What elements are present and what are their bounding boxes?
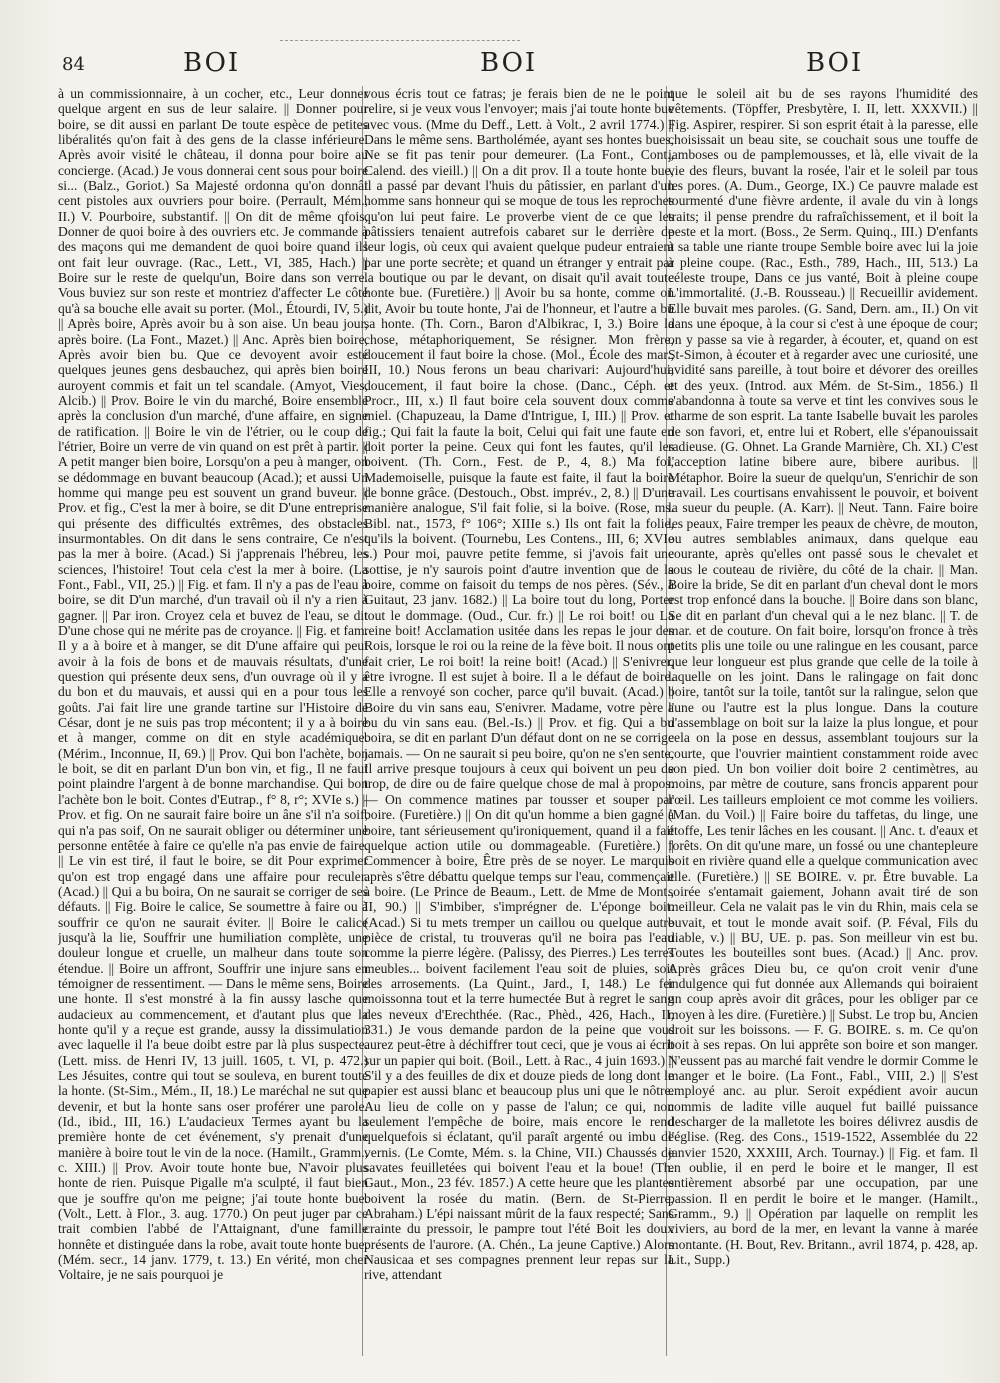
column-1-text: à un commissionnaire, à un cocher, etc., Leur donner quelque argent en sus de leur salaire. || Donner pour boire, se dit aussi en parlant De toute espèce de petites libéralités qu'on fait à des gens de la classe inférieure. Après avoir visité le château, il donna pour boire au concierge. (Acad.) Je vous donnerai cent sous pour boire si... (Balz., Goriot.) Sa Majesté ordonna qu'on donnât cent pistoles aux ouvriers pour boire. (Perrault, Mém., II.) V. Pourboire, substantif. || On dit de même qfois, Donner de quoi boire à des ouvriers etc. Je commande à des maçons qui me demandent de quoi boire quand ils ont fait leur ouvrage. (Rac., Lett., VI, 385, Hach.) || Boire sur le reste de quelqu'un, Boire dans son verre. Vous buviez sur son reste et montriez d'affecter Le côté qu'à sa bouche elle avait su porter. (Mol., Étourdi, IV, 5.) || Après boire, Après avoir bu à son aise. Un beau jour, après boire. (La Font., Mazet.) || Anc. Après bien boire, Après avoir bien bu. Que ce devoyent avoir esté quelques jeunes gens desbauchez, qui après bien boire auroyent commis et fait un tel scandale. (Amyot, Vies, Alcib.) || Prov. Boire le vin du marché, Boire ensemble après la conclusion d'un marché, d'une affaire, en signe de ratification. || Boire le vin de l'étrier, ou le coup de l'étrier, Boire un verre de vin quand on est prêt à partir. || A petit manger bien boire, Lorsqu'on a peu à manger, on se dédommage en buvant beaucoup (Acad.); et aussi Un homme qui mange peu est souvent un grand buveur. || Prov. et fig., C'est la mer à boire, se dit D'une entreprise qui présente des difficultés extrêmes, des obstacles insurmontables. On dit dans le sens contraire, Ce n'est pas la mer à boire. (Acad.) Si j'apprenais l'hébreu, les sciences, l'histoire! Tout cela c'est la mer à boire. (La Font., Fabl., VII, 25.) || Fig. et fam. Il n'y a pas de l'eau à boire, se dit D'un marché, d'un travail où il n'y a rien à gagner. || Par iron. Croyez cela et buvez de l'eau, se dit D'une chose qui ne mérite pas de croyance. || Fig. et fam. Il y a à boire et à manger, se dit D'une affaire qui peut avoir à la fois de bons et de mauvais résultats, d'une question qui présente deux sens, d'un ouvrage où il y a du bon et du mauvais, et aussi qui en a pour tous les goûts. J'ai fait lire une grande tartine sur l'Histoire de César, dont je ne suis pas trop mécontent; il y a à boire et à manger, comme on dit en style académique. (Mérim., Inconnue, II, 69.) || Prov. Qui bon l'achète, bon le boit, se dit en parlant D'un bon vin, et fig., Il ne faut point plaindre l'argent à de bonne marchandise. Qui bon l'achète bon le boit. Contes d'Eutrap., f° 8, r°; XVIe s.) || Prov. et fig. On ne saurait faire boire un âne s'il n'a soif, qui n'a pas soif, On ne saurait obliger ou déterminer une personne entêtée à faire ce qu'elle n'a pas envie de faire. || Le vin est tiré, il faut le boire, se dit Pour exprimer qu'on est trop engagé dans une affaire pour reculer. (Acad.) || Qui a bu boira, On ne saurait se corriger de ses défauts. || Fig. Boire le calice, Se soumettre à faire ou à souffrir ce qu'on ne saurait éviter. || Boire le calice jusqu'à la lie, Souffrir une humiliation complète, une douleur longue et cruelle, un malheur dans toute son étendue. || Boire un affront, Souffrir une injure sans en témoigner de ressentiment. — Dans le même sens, Boire une honte. Il s'est monstré à la fin aussy lasche que audacieux au commencement, et d'autant plus que la honte qu'il y a reçue est grande, aussy la dissimulation avec laquelle il l'a beue doibt estre par là plus suspecte. (Lett. miss. de Henri IV, 13 juill. 1605, t. VI, p. 472.) Les Jésuites, contre qui tout se souleva, en burent toute la honte. (St-Sim., Mém., II, 18.) Le maréchal ne sut que devenir, et but la honte sans oser proférer une parole. (Id., ibid., III, 16.) L'audacieux Termes ayant bu la première honte de cet événement, s'y prenait d'une manière à boire tout le vin de la noce. (Hamilt., Gramm., c. XIII.) || Prov. Avoir toute honte bue, N'avoir plus honte de rien. Puisque Pigalle m'a sculpté, il faut bien que je souffre qu'on me peigne; j'ai toute honte bue. (Volt., Lett. à Flor., 3. aug. 1770.) On peut juger par ce trait combien l'abbé de l'Attaignant, d'une famille honnête et distinguée dans la robe, avait toute honte bue. (Mém. secr., 14 janv. 1779, t. 13.) En vérité, mon cher Voltaire, je ne sais pourquoi je xyxy=(58,86,368,1283)
page-number: 84 xyxy=(62,54,85,75)
text-column-3 xyxy=(668,86,978,1371)
page-header xyxy=(0,48,1000,88)
column-3-text: que le soleil ait bu de ses rayons l'humidité des vêtements. (Töpffer, Presbytère, I. II, lett. XXXVII.) || Fig. Aspirer, respirer. Si son esprit était à la paresse, elle choisissait un beau site, se couchait sous une touffe de jamboses ou de pamplemousses, et là, elle vivait de la vie des fleurs, buvant la rosée, l'air et le soleil par tous les pores. (A. Dum., George, IX.) Ce pauvre malade est tourmenté d'une fièvre ardente, il avale du vin à longs traits; il pense prendre du rafraîchissement, et il boit la peste et la mort. (Boss., 2e Serm. Quinq., III.) D'enfants à sa table une riante troupe Semble boire avec lui la joie à pleine coupe. (Rac., Esth., 789, Hach., III, 513.) La céleste troupe, Dans ce jus vanté, Boit à pleine coupe L'immortalité. (J.-B. Rousseau.) || Recueillir avidement. Elle buvait mes paroles. (G. Sand, Dern. am., II.) On vit dans une époque, à la cour si c'est à une époque de cour; on y passe sa vie à regarder, à écouter, et, quand on est St-Simon, à écouter et à regarder avec une curiosité, une avidité sans pareille, à tout boire et dévorer des oreilles et des yeux. (Introd. aux Mém. de St-Sim., 1856.) Il s'abandonna à toute sa verve et tint les convives sous le charme de son esprit. La tante Isabelle buvait les paroles de son favori, et, entre lui et Robert, elle s'épanouissait radieuse. (G. Ohnet. La Grande Marnière, Ch. XI.) C'est l'acception latine bibere aure, bibere auribus. || Métaphor. Boire la sueur de quelqu'un, S'enrichir de son travail. Les courtisans envahissent le pouvoir, et boivent la sueur du peuple. (A. Karr). || Neut. Tann. Faire boire les peaux, Faire tremper les peaux de chèvre, de mouton, ou autres semblables animaux, dans quelque eau courante, après qu'elles ont passé sous le chevalet et sous le couteau de rivière, du côté de la chair. || Man. Boire la bride, Se dit en parlant d'un cheval dont le mors est trop enfoncé dans la bouche. || Boire dans son blanc, Se dit en parlant d'un cheval qui a le nez blanc. || T. de mar. et de couture. On fait boire, lorsqu'on fronce à très petits plis une toile ou une ralingue en les cousant, parce que leur longueur est plus grande que celle de la toile à laquelle on les joint. Dans le ralingage on fait donc boire, tantôt sur la toile, tantôt sur la ralingue, selon que l'une ou l'autre est la plus longue. Dans la couture d'assemblage on boit sur la laize la plus longue, et pour cela on la pose en dessus, assemblant toujours sur la courte, que l'ouvrier maintient constamment roide avec son pied. Un bon voilier doit boire 2 centimètres, au moins, par mètre de couture, sans froncis apparent pour l'œil. Les tailleurs emploient ce mot comme les voiliers. (Man. du Voil.) || Faire boire du taffetas, du linge, une étoffe, Les tenir lâches en les cousant. || Anc. t. d'eaux et forêts. On dit qu'une mare, un fossé ou une chantepleure boit en rivière quand elle a quelque communication avec elle. (Furetière.) || SE BOIRE. v. pr. Être buvable. La soirée s'entamait gaiement, Johann avait tiré de son meilleur. Cela ne valait pas le vin du Rhin, mais cela se buvait, et tout le monde avait soif. (P. Féval, Fils du diable, v.) || BU, UE. p. pas. Son meilleur vin est bu. Toutes les bouteilles sont bues. (Acad.) || Anc. prov. Après grâces Dieu bu, ce qu'on croit venir d'une indulgence qui fut donnée aux Allemands qui boiraient un coup après avoir dit grâces, pour les obliger par ce moyen à les dire. (Furetière.) || Subst. Le trop bu, Ancien droit sur les boissons. — F. G. BOIRE. s. m. Ce qu'on boit à ses repas. On lui apprête son boire et son manger. N'eussent pas au marché fait vendre le dormir Comme le manger et le boire. (La Font., Fabl., VIII, 2.) || S'est employé anc. au plur. Seroit expédient avoir aucun commis de ladite ville auquel fut baillé puissance descharger de la malletote les boires délivrez ausdis de l'église. (Reg. des Cons., 1519-1522, Assemblée du 22 janvier 1520, XXXIII, Arch. Tournay.) || Fig. et fam. Il en oublie, il en perd le boire et le manger, Il est entièrement absorbé par une occupation, par une passion. Il en perdit le boire et le manger. (Hamilt., Gramm., 9.) || Opération par laquelle on remplit les viviers, au bord de la mer, en levant la vanne à marée montante. (H. Bout, Rev. Britann., avril 1874, p. 428, ap. Lit., Supp.) xyxy=(668,86,978,1268)
top-printer-mark xyxy=(280,40,520,43)
text-column-1 xyxy=(58,86,368,1371)
running-head-right: BOI xyxy=(806,48,864,78)
text-column-2 xyxy=(364,86,674,1371)
running-head-left: BOI xyxy=(183,48,241,78)
column-2-text: vous écris tout ce fatras; je ferais bien de ne le point relire, si je veux vous l'envoyer; mais j'ai toute honte bue avec vous. (Mme du Deff., Lett. à Volt., 2 avril 1774.) || Dans le même sens. Bartholémée, ayant ses hontes bues, Ne se fit pas tenir pour demeurer. (La Font., Cont., Calend. des vieill.) || On a dit prov. Il a toute honte bue, il a passé par devant l'huis du pâtissier, en parlant d'un homme sans honneur qui se moque de tous les reproches qu'on lui peut faire. Le proverbe vient de ce que les pâtissiers tenaient autrefois cabaret sur le derrière de leur logis, où ceux qui avaient quelque pudeur entraient par une porte secrète; et quand un étranger y entrait par la boutique ou par le devant, on disait qu'il avait toute honte bue. (Furetière.) || Avoir bu sa honte, comme on dit, Avoir bu toute honte, J'ai de l'honneur, et l'autre a bu sa honte. (Th. Corn., Baron d'Albikrac, I, 3.) Boire la chose, métaphoriquement, Se résigner. Mon frère, doucement il faut boire la chose. (Mol., École des mar., III, 10.) Nous ferons un beau charivari: Aujourd'hui, doucement, il faut boire la chose. (Danc., Céph. et Procr., III, x.) Il faut boire cela souvent doux comme miel. (Chapuzeau, la Dame d'Intrigue, I, III.) || Prov. et fig.; Qui fait la faute la boit, Celui qui fait une faute en doit porter la peine. Ceux qui font les fautes, qu'il les boivent. (Th. Corn., Fest. de P., 4, 8.) Ma foi, Mademoiselle, puisque la faute est faite, il faut la boire de bonne grâce. (Destouch., Obst. imprév., 2, 8.) || D'une manière analogue, S'il fait folie, si la boive. (Rose, ms. Bibl. nat., 1573, f° 106°; XIIIe s.) Ils ont fait la folie, qu'ils la boivent. (Tournebu, Les Contens., III, 6; XVIe s.) Pour moi, pauvre petite femme, si j'avois fait une sottise, je n'y saurois point d'autre invention que de la boire, comme on faisoit du temps de nos pères. (Sév., à Guitaut, 23 janv. 1682.) || La boire tout du long, Porter tout le dommage. (Oud., Cur. fr.) || Le roi boit! ou La reine boit! Acclamation usitée dans les repas le jour des Rois, lorsque le roi ou la reine de la fève boit. Il nous ont fait crier, Le roi boit! la reine boit! (Acad.) || S'enivrer, être ivrogne. Il est sujet à boire. Il a le défaut de boire. Elle a renvoyé son cocher, parce qu'il buvait. (Acad.) || Boire du vin sans eau, S'enivrer. Madame, votre père a bu du vin sans eau. (Bel.-Is.) || Prov. et fig. Qui a bu boira, se dit en parlant D'un défaut dont on ne se corrige jamais. — On ne saurait si peu boire, qu'on ne s'en sente, Il arrive presque toujours à ceux qui boivent un peu de trop, de dire ou de faire quelque chose de mal à propos. — On commence matines par tousser et souper par boire. (Furetière.) || On dit qu'un homme a bien gagné à boire, tant sérieusement qu'ironiquement, quand il a fait quelque action utile ou dommageable. (Furetière.) || Commencer à boire, Être près de se noyer. Le marquis après s'être débattu quelque temps sur l'eau, commençait à boire. (Le Prince de Beaum., Lett. de Mme de Mont., II, 90.) || S'imbiber, s'imprégner de. L'éponge boit. (Acad.) Si tu mets tremper un caillou ou quelque autre pièce de cristal, tu trouveras qu'il ne boira pas l'eau comme la pierre légère. (Palissy, des Pierres.) Les terres meubles... boivent facilement l'eau soit de pluies, soit des arrosements. (La Quint., Jard., I, 148.) Le fer moissonna tout et la terre humectée But à regret le sang des neveux d'Erechthée. (Rac., Phèd., 426, Hach., II, 331.) Je vous demande pardon de la peine que vous aurez peut-être à déchiffrer tout ceci, que je vous ai écrit sur un papier qui boit. (Boil., Lett. à Rac., 4 juin 1693.) || S'il y a des feuilles de dix et douze pieds de long dont le papier est aussi blanc et beaucoup plus uni que le nôtre. Au lieu de colle on y passe de l'alun; ce qui, non seulement l'empêche de boire, mais encore le rend quelquefois si éclatant, qu'il paraît argenté ou imbu de vernis. (Le Comte, Mém. s. la Chine, VII.) Chaussés de savates feuilletées qui boivent l'eau et la boue! (Th. Gaut., Mon., 23 fév. 1857.) A cette heure que les plantes boivent la rosée du matin. (Bern. de St-Pierre, Abraham.) L'épi naissant mûrit de la faux respecté; Sans crainte du pressoir, le pampre tout l'été Boit les doux présents de l'aurore. (A. Chén., La jeune Captive.) Alors Nausicaa et ses compagnes prennent leur repas sur la rive, attendant xyxy=(364,86,674,1283)
running-head-center: BOI xyxy=(480,48,538,78)
